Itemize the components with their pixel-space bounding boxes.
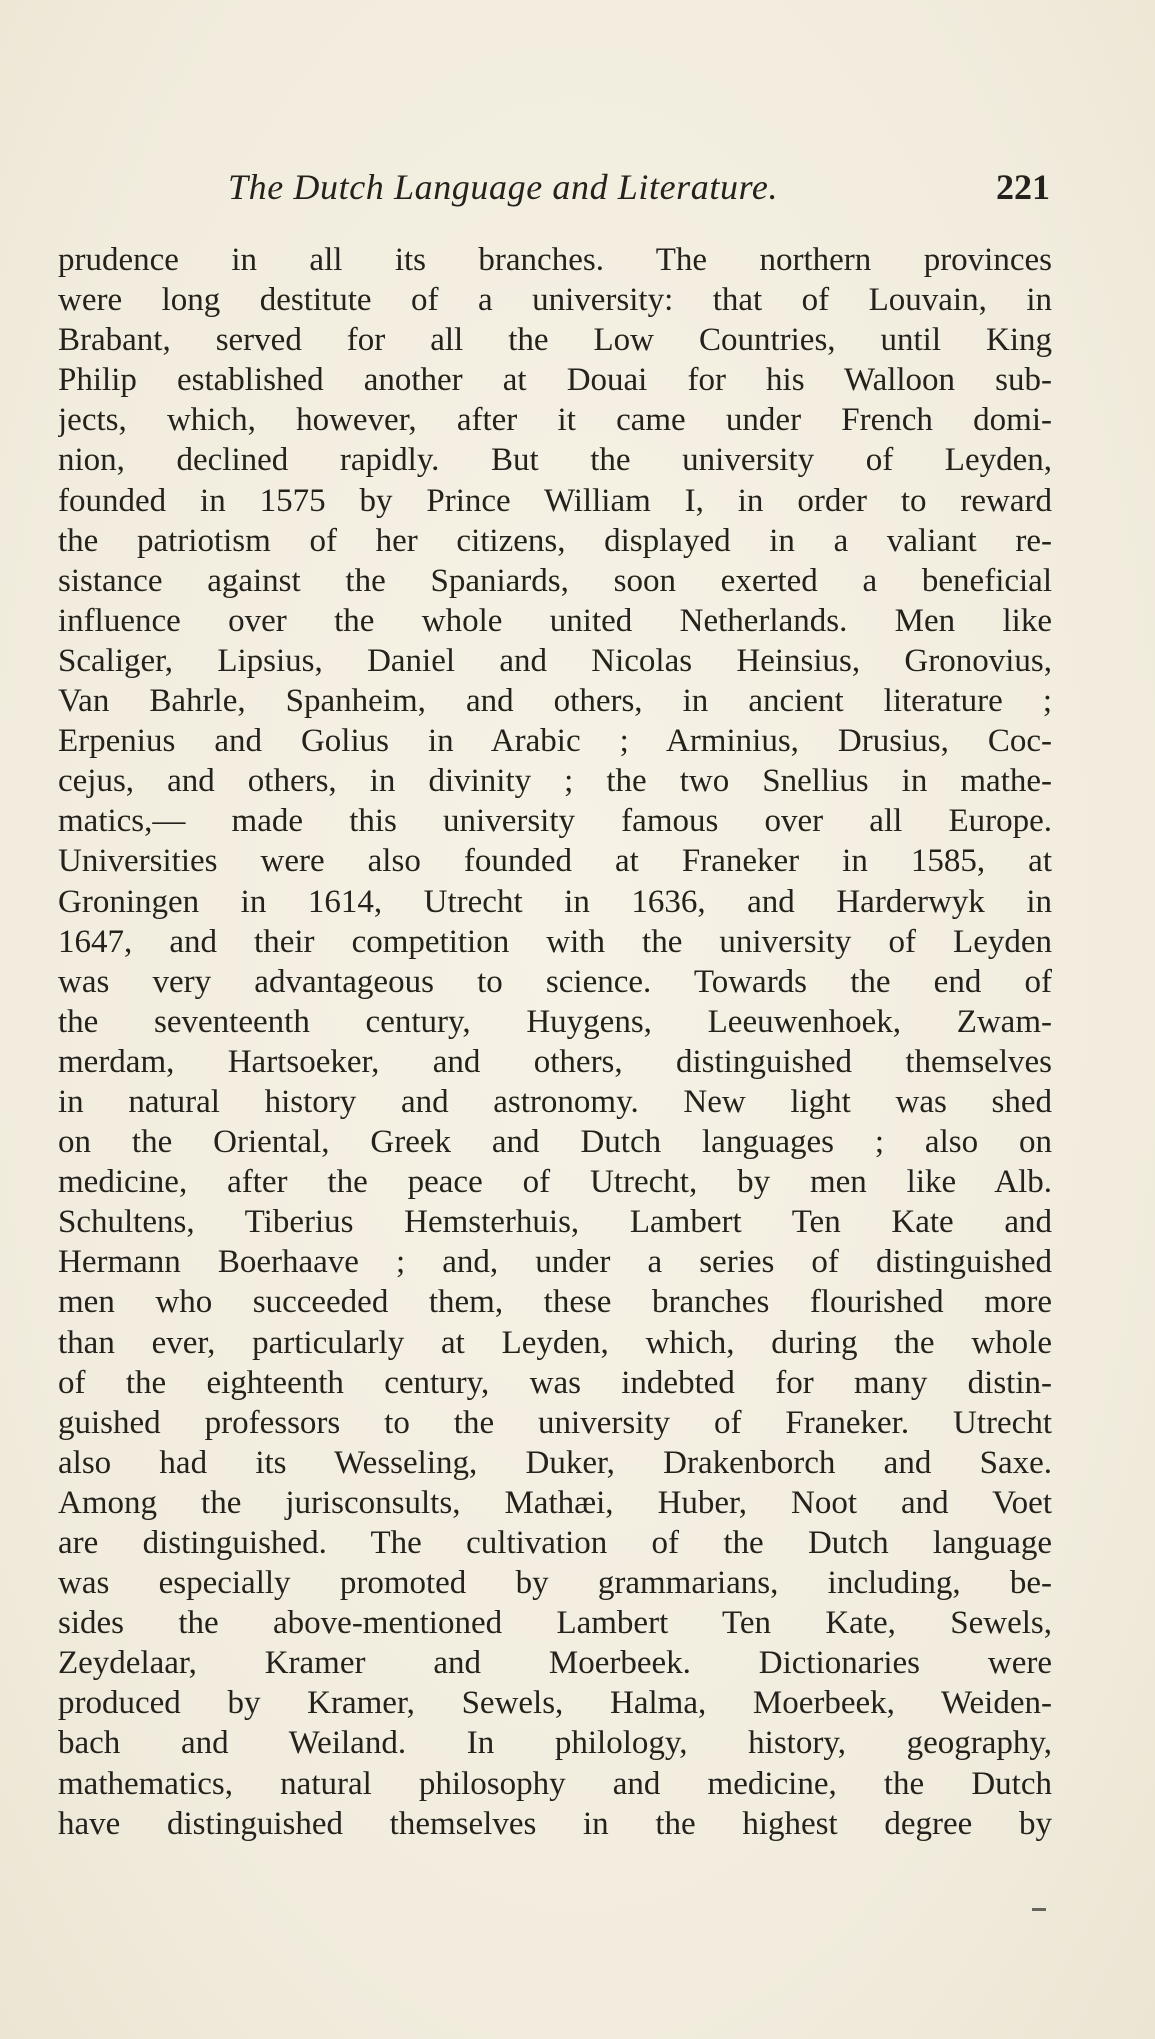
text-line: have distinguished themselves in the highest degree by (58, 1805, 1052, 1842)
text-line: founded in 1575 by Prince William I, in order to reward (58, 482, 1052, 519)
text-line: prudence in all its branches. The northern provinces (58, 242, 1052, 278)
text-line: bach and Weiland. In philology, history, geography, (58, 1725, 1052, 1762)
text-line: matics,— made this university famous over all Europe. (58, 803, 1052, 840)
text-line: sides the above-mentioned Lambert Ten Kate, Sewels, (58, 1605, 1052, 1642)
text-line: the seventeenth century, Huygens, Leeuwenhoek, Zwam- (58, 1003, 1052, 1040)
text-line: on the Oriental, Greek and Dutch languages ; also on (58, 1124, 1052, 1161)
text-line: guished professors to the university of Franeker. Utrecht (58, 1404, 1052, 1441)
text-line: were long destitute of a university: that of Louvain, in (58, 282, 1052, 319)
text-line: Among the jurisconsults, Mathæi, Huber, Noot and Voet (58, 1484, 1052, 1521)
text-line: produced by Kramer, Sewels, Halma, Moerbeek, Weiden- (58, 1685, 1052, 1722)
text-line: was especially promoted by grammarians, including, be- (58, 1565, 1052, 1602)
text-line: sistance against the Spaniards, soon exerted a beneficial (58, 562, 1052, 599)
text-line: than ever, particularly at Leyden, which, during the whole (58, 1324, 1052, 1361)
text-line: nion, declined rapidly. But the university of Leyden, (58, 442, 1052, 479)
text-line: in natural history and astronomy. New light was shed (58, 1083, 1052, 1120)
text-line: 1647, and their competition with the university of Leyden (58, 923, 1052, 960)
text-line: mathematics, natural philosophy and medicine, the Dutch (58, 1765, 1052, 1802)
running-title: The Dutch Language and Literature. (228, 167, 779, 207)
text-line: Van Bahrle, Spanheim, and others, in ancient literature ; (58, 683, 1052, 720)
text-line: also had its Wesseling, Duker, Drakenborch and Saxe. (58, 1444, 1052, 1481)
text-line: was very advantageous to science. Towards the end of (58, 963, 1052, 1000)
text-line: Philip established another at Douai for his Walloon sub- (58, 362, 1052, 399)
running-head (228, 166, 1050, 216)
text-line: jects, which, however, after it came under French domi- (58, 402, 1052, 439)
text-line: men who succeeded them, these branches flourished more (58, 1284, 1052, 1321)
text-line: Hermann Boerhaave ; and, under a series of distinguished (58, 1244, 1052, 1281)
text-line: Scaliger, Lipsius, Daniel and Nicolas Heinsius, Gronovius, (58, 642, 1052, 679)
page-number: 221 (996, 167, 1050, 207)
text-line: are distinguished. The cultivation of the Dutch language (58, 1525, 1052, 1561)
text-line: Erpenius and Golius in Arabic ; Arminius, Drusius, Coc- (58, 723, 1052, 760)
text-line: Groningen in 1614, Utrecht in 1636, and Harderwyk in (58, 883, 1052, 920)
text-line: Universities were also founded at Franeker in 1585, at (58, 843, 1052, 880)
text-line: merdam, Hartsoeker, and others, distinguished themselves (58, 1043, 1052, 1080)
body-text (58, 240, 1052, 1844)
text-line: Schultens, Tiberius Hemsterhuis, Lambert Ten Kate and (58, 1204, 1052, 1241)
catchword-mark (1032, 1908, 1046, 1911)
text-line: Zeydelaar, Kramer and Moerbeek. Dictionaries were (58, 1645, 1052, 1682)
text-line: of the eighteenth century, was indebted for many distin- (58, 1364, 1052, 1401)
text-line: medicine, after the peace of Utrecht, by men like Alb. (58, 1164, 1052, 1201)
text-line: influence over the whole united Netherlands. Men like (58, 602, 1052, 639)
text-line: the patriotism of her citizens, displayed in a valiant re- (58, 522, 1052, 559)
text-line: cejus, and others, in divinity ; the two Snellius in mathe- (58, 763, 1052, 800)
text-line: Brabant, served for all the Low Countries, until King (58, 322, 1052, 359)
